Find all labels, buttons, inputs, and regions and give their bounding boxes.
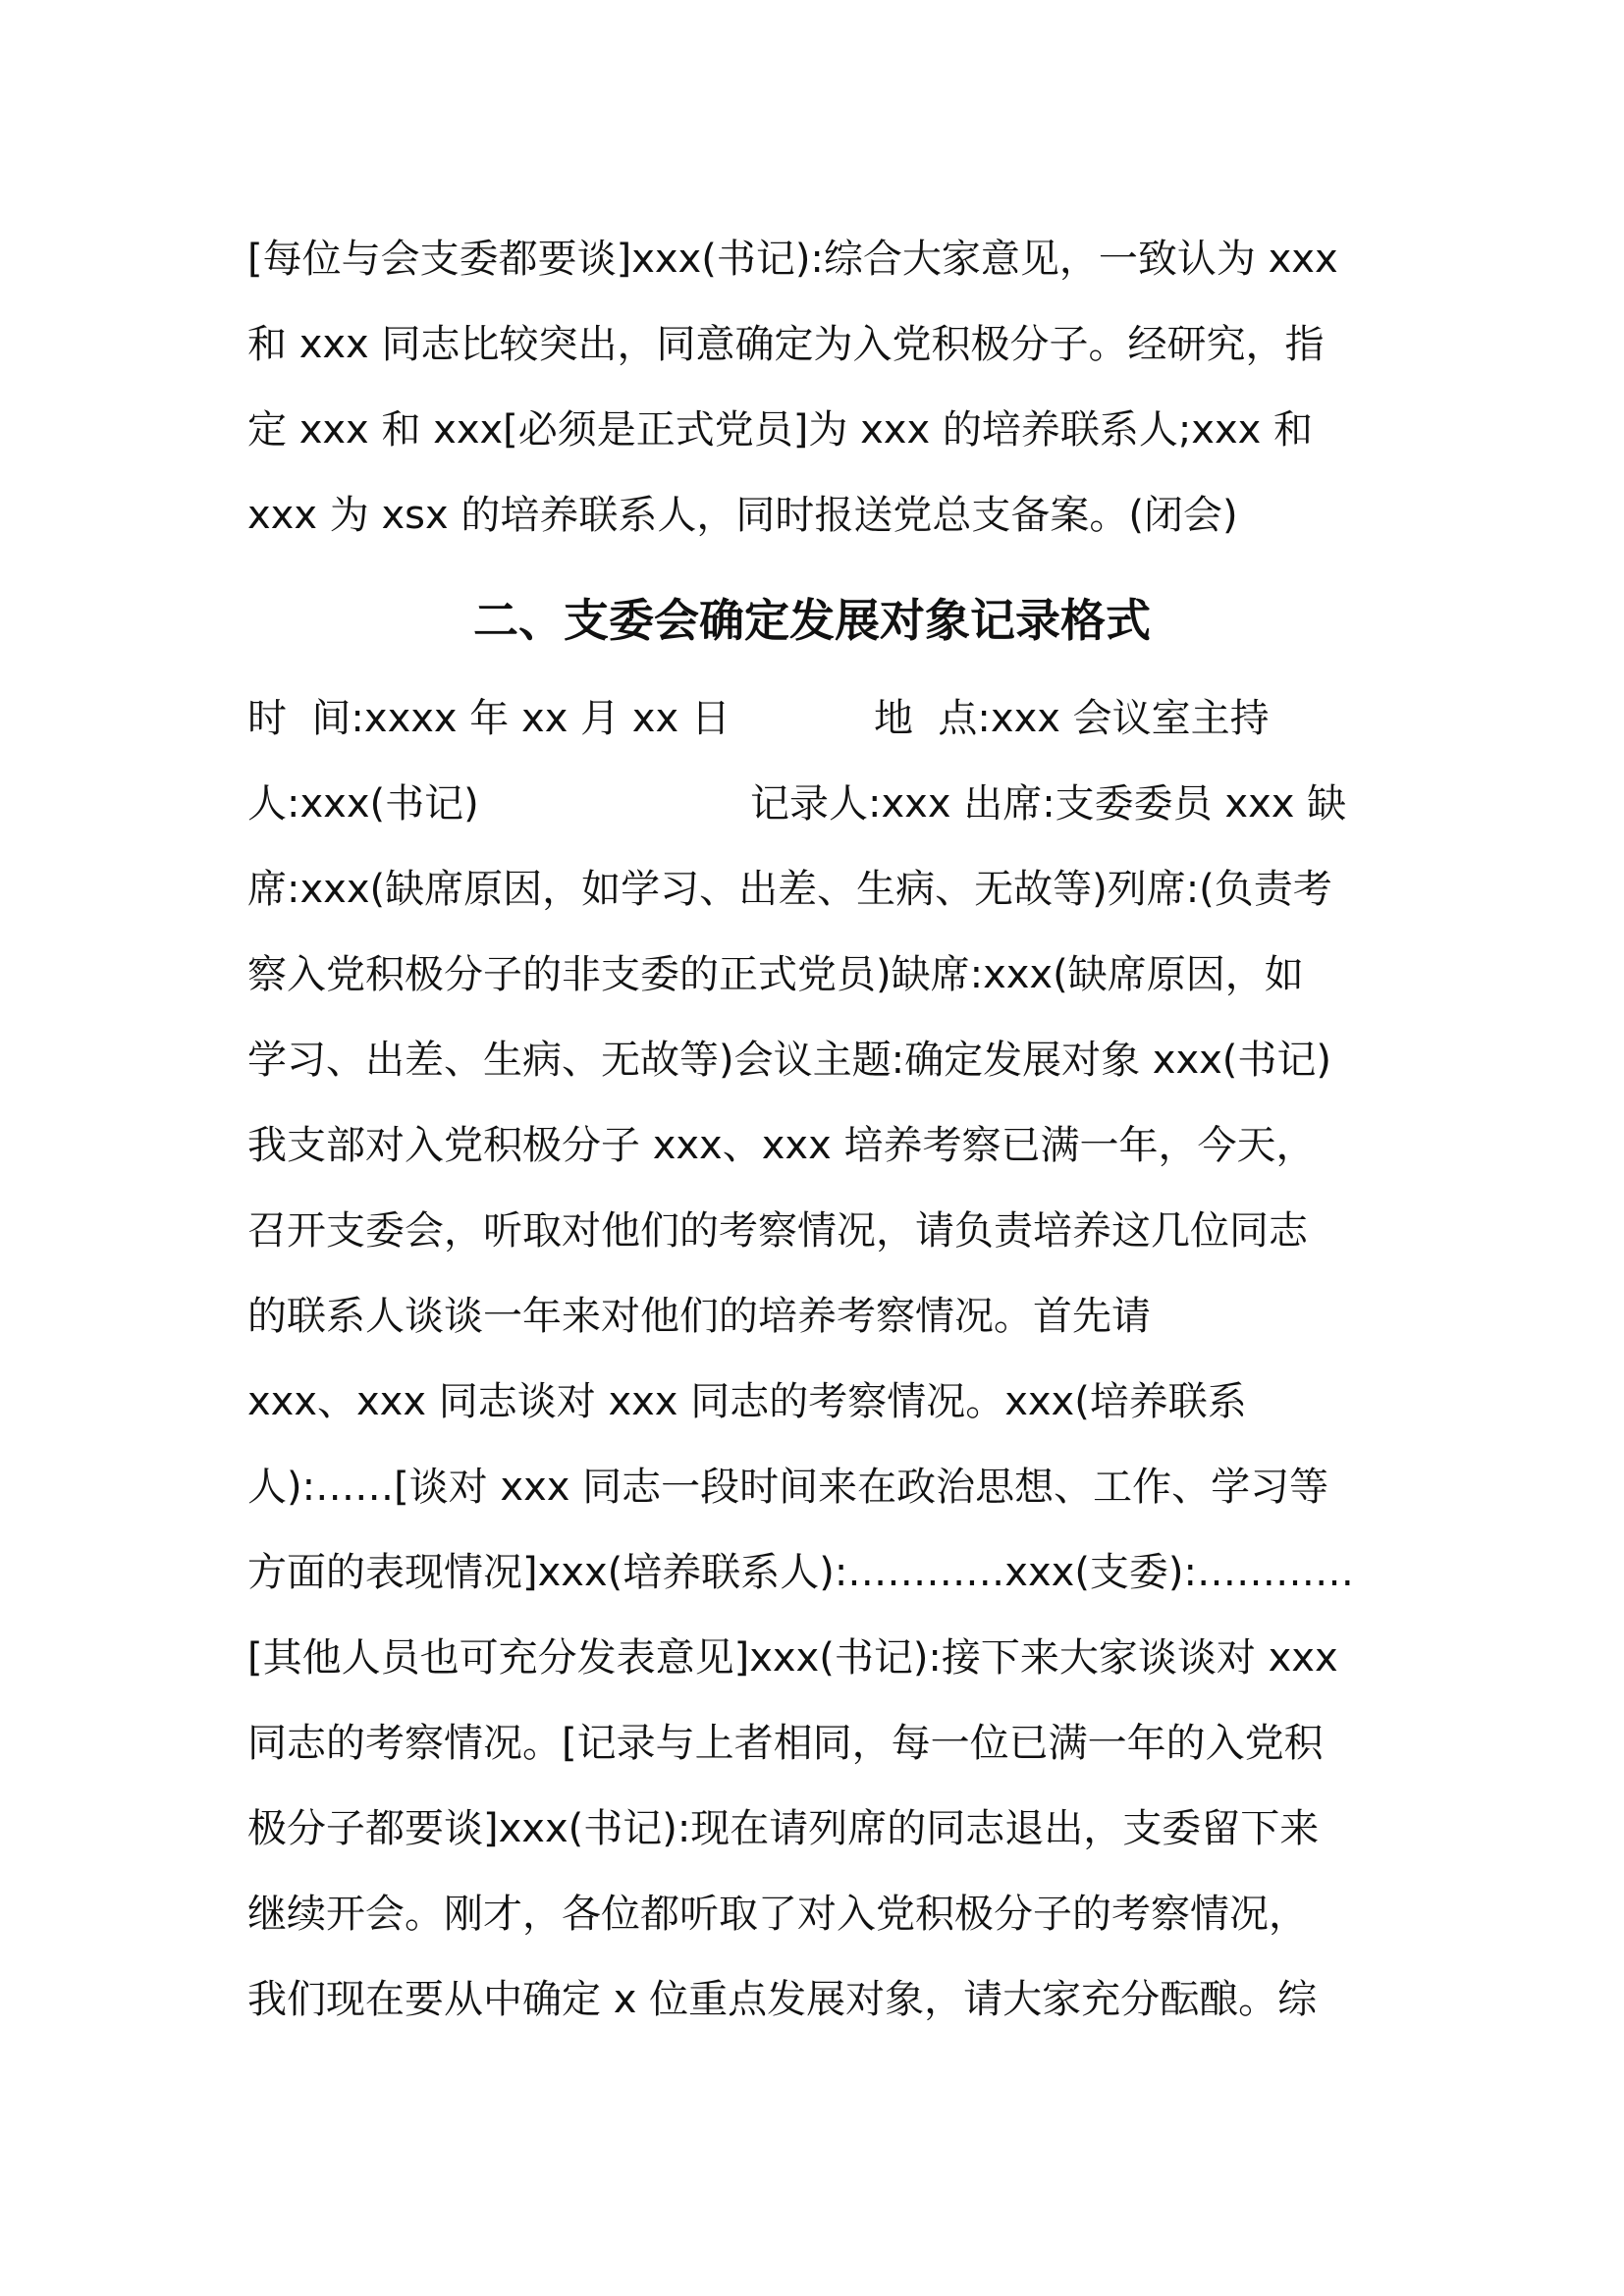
text-line-top-1: [每位与会支委都要谈]xxx(书记):综合大家意见，一致认为 xxx — [247, 237, 1338, 282]
text-line-body-9: 方面的表现情况]xxx(培养联系人):…………xxx(支委):………… — [247, 1550, 1355, 1595]
text-line-top-4: xxx 为 xsx 的培养联系人，同时报送党总支备案。(闭会) — [247, 493, 1238, 538]
text-line-body-1: 席:xxx(缺席原因，如学习、出差、生病、无故等)列席:(负责考 — [247, 867, 1332, 912]
text-line-body-8: 人):……[谈对 xxx 同志一段时间来在政治思想、工作、学习等 — [247, 1465, 1329, 1510]
text-line-top-3: 定 xxx 和 xxx[必须是正式党员]为 xxx 的培养联系人;xxx 和 — [247, 407, 1314, 453]
text-line-body-7: xxx、xxx 同志谈对 xxx 同志的考察情况。xxx(培养联系 — [247, 1379, 1247, 1424]
text-line-body-2: 察入党积极分子的非支委的正式党员)缺席:xxx(缺席原因，如 — [247, 952, 1304, 997]
text-line-body-4: 我支部对入党积极分子 xxx、xxx 培养考察已满一年，今天， — [247, 1123, 1316, 1168]
meta-recorder: 记录人:xxx 出席:支委委员 xxx 缺 — [750, 781, 1347, 827]
text-line-body-5: 召开支委会，听取对他们的考察情况，请负责培养这几位同志 — [247, 1208, 1308, 1254]
text-line-body-13: 继续开会。刚才，各位都听取了对入党积极分子的考察情况， — [247, 1892, 1308, 1937]
text-line-body-12: 极分子都要谈]xxx(书记):现在请列席的同志退出，支委留下来 — [247, 1806, 1320, 1851]
section-heading: 二、支委会确定发展对象记录格式 — [473, 594, 1151, 647]
meta-host: 人:xxx(书记) — [247, 781, 479, 827]
meta-location: 地 点:xxx 会议室主持 — [874, 696, 1270, 741]
text-line-body-3: 学习、出差、生病、无故等)会议主题:确定发展对象 xxx(书记) — [247, 1038, 1332, 1083]
text-line-body-14: 我们现在要从中确定 x 位重点发展对象，请大家充分酝酿。综 — [247, 1977, 1318, 2022]
text-line-body-11: 同志的考察情况。[记录与上者相同，每一位已满一年的入党积 — [247, 1721, 1324, 1766]
meta-time: 时 间:xxxx 年 xx 月 xx 日 — [247, 696, 731, 741]
text-line-top-2: 和 xxx 同志比较突出，同意确定为入党积极分子。经研究，指 — [247, 322, 1325, 367]
text-line-body-6: 的联系人谈谈一年来对他们的培养考察情况。首先请 — [247, 1294, 1151, 1339]
text-line-body-10: [其他人员也可充分发表意见]xxx(书记):接下来大家谈谈对 xxx — [247, 1635, 1338, 1681]
